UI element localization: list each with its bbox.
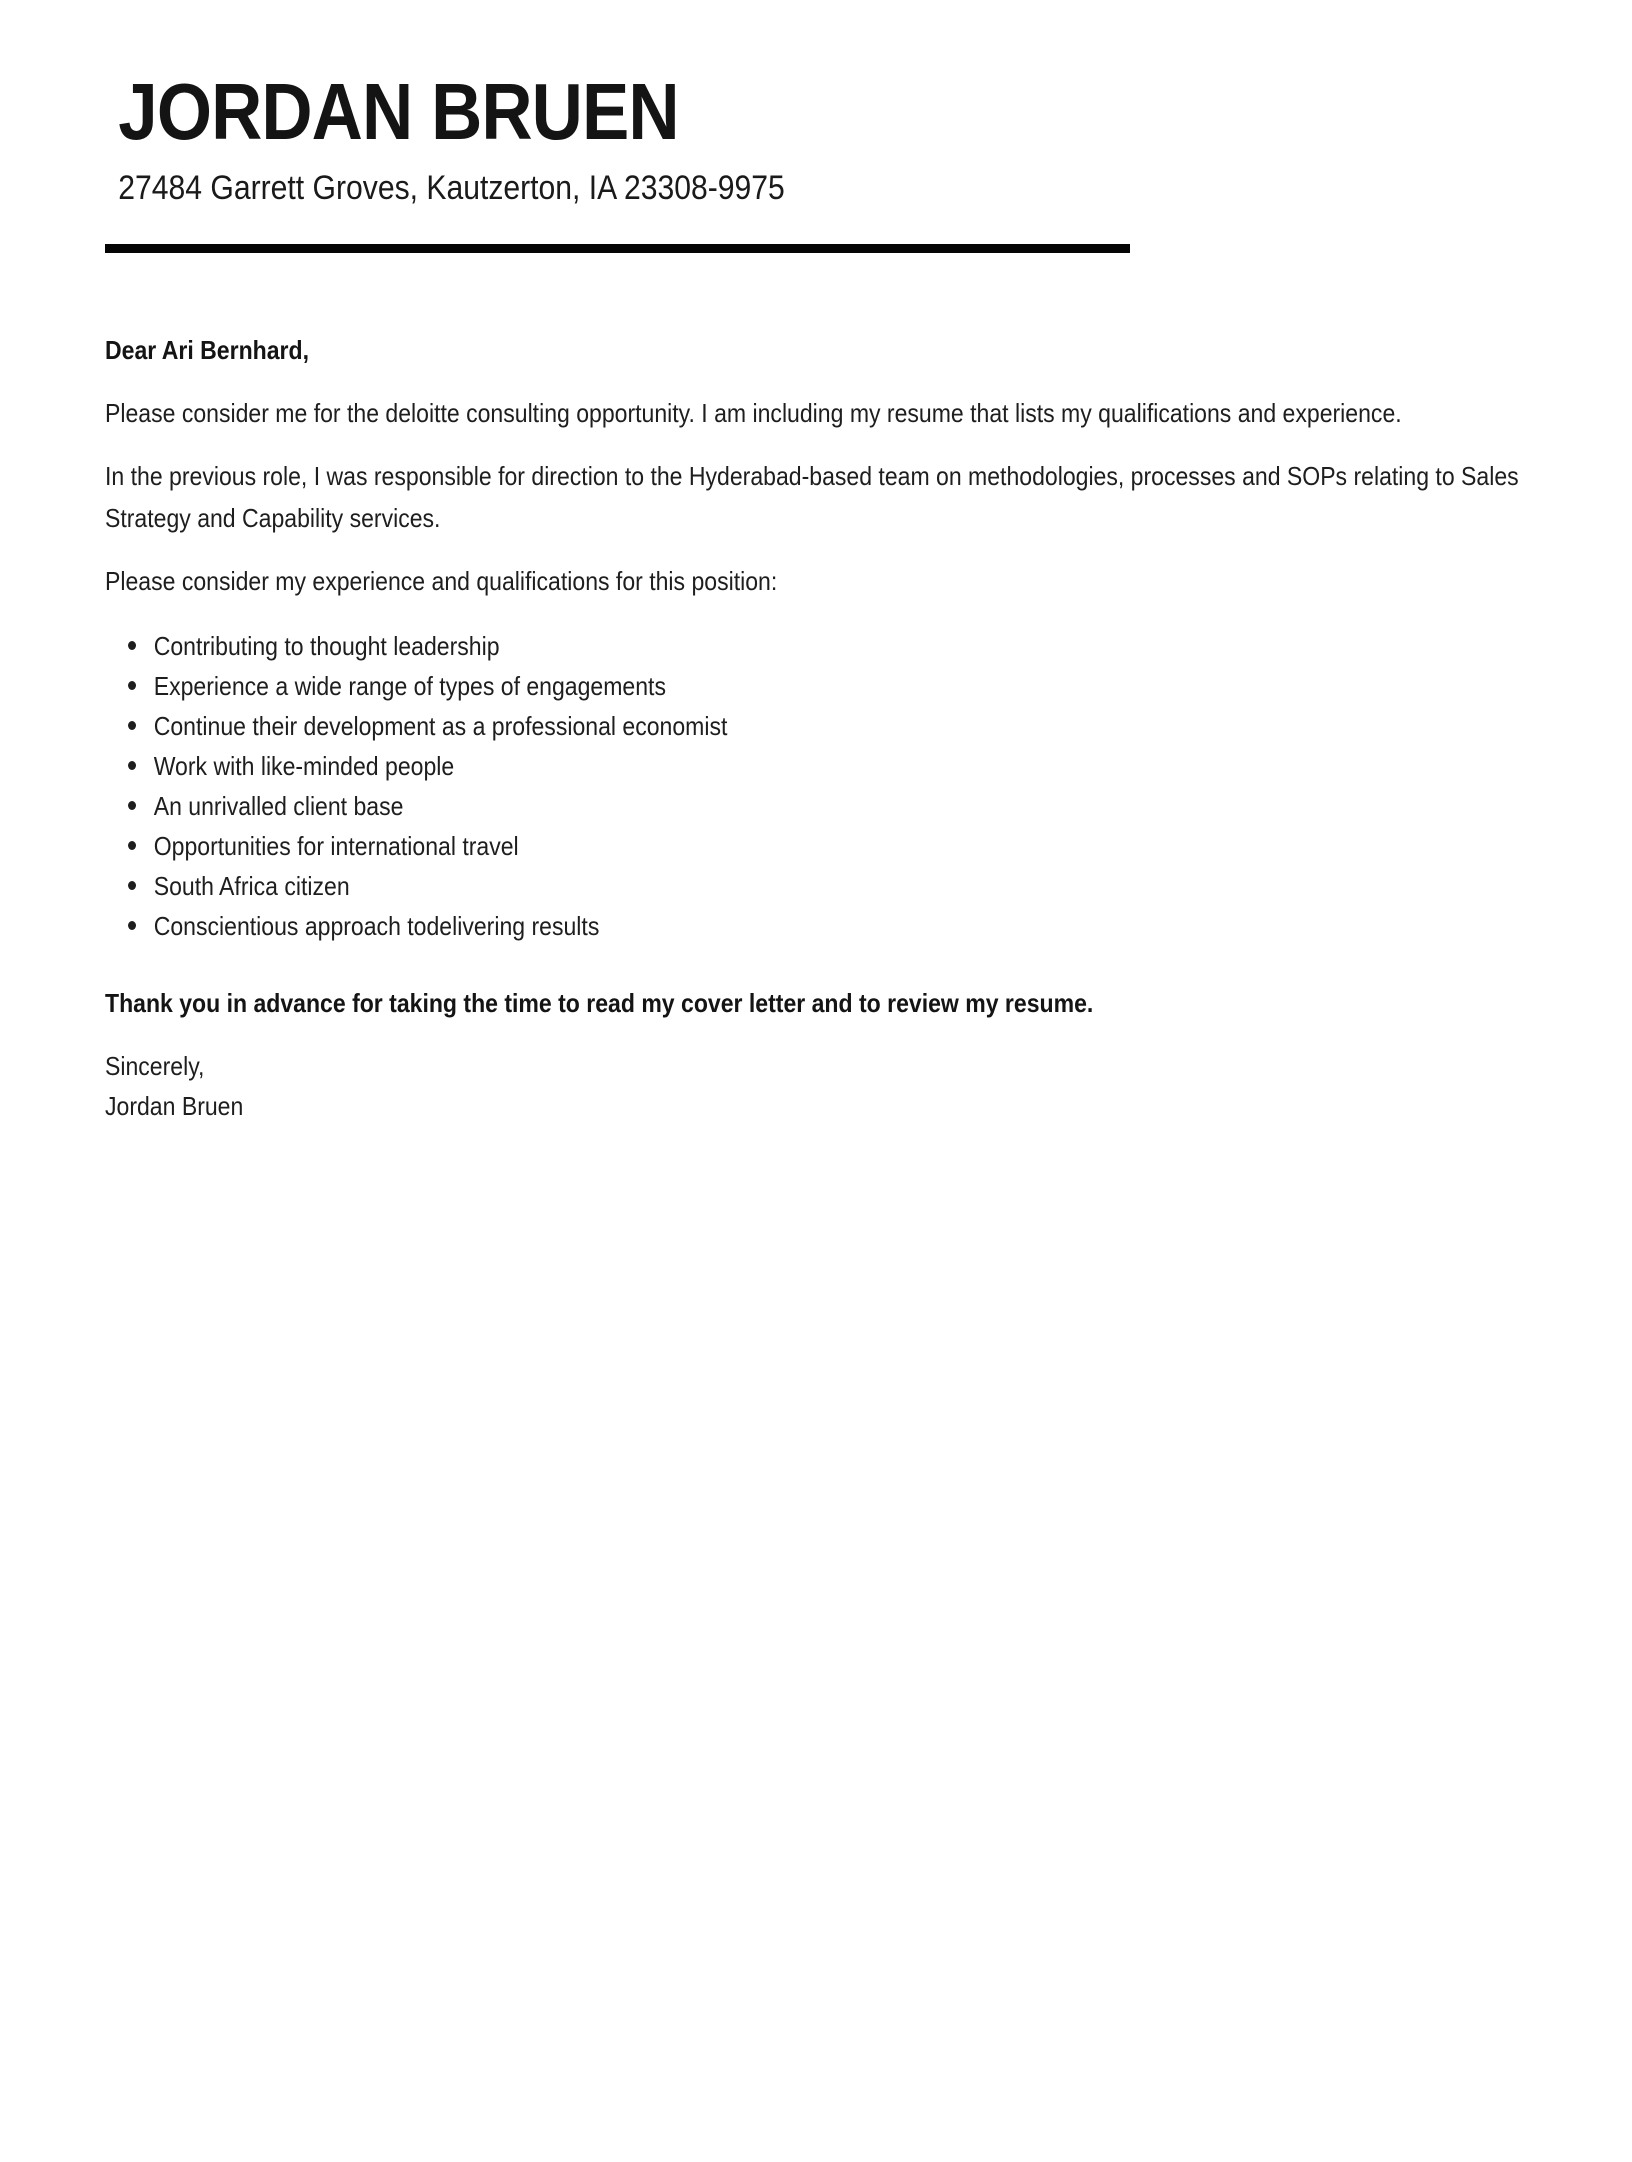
- qualification-item: Conscientious approach todelivering results: [154, 906, 1532, 946]
- qualification-item: South Africa citizen: [154, 866, 1532, 906]
- signoff: Sincerely,: [105, 1051, 205, 1081]
- qualification-item: Continue their development as a professional economist: [154, 706, 1532, 746]
- sender-name: JORDAN BRUEN: [118, 67, 679, 156]
- sender-address: 27484 Garrett Groves, Kautzerton, IA 23308-9975: [118, 169, 785, 207]
- qualifications-list: [105, 626, 1531, 946]
- signature-name: Jordan Bruen: [105, 1091, 244, 1121]
- letterhead: [105, 64, 1531, 210]
- qualification-item: Work with like-minded people: [154, 746, 1532, 786]
- qualification-item: Contributing to thought leadership: [154, 626, 1532, 666]
- recipient-greeting: Dear Ari Bernhard,: [105, 335, 309, 365]
- previous-role-paragraph: In the previous role, I was responsible for direction to the Hyderabad-based team on methodologies, processes and SOPs relating to Sales Strategy and Capability services.: [105, 461, 1519, 533]
- qualification-item: Experience a wide range of types of engagements: [154, 666, 1532, 706]
- closing-note: Thank you in advance for taking the time to read my cover letter and to review my resume.: [105, 988, 1094, 1018]
- header-divider-rule: [105, 244, 1130, 253]
- qualifications-lead-in: Please consider my experience and qualifications for this position:: [105, 566, 778, 596]
- intro-paragraph: Please consider me for the deloitte consulting opportunity. I am including my resume that lists my qualifications and experience.: [105, 398, 1402, 428]
- qualification-item: Opportunities for international travel: [154, 826, 1532, 866]
- cover-letter-page: [0, 64, 1632, 2162]
- qualification-item: An unrivalled client base: [154, 786, 1532, 826]
- signature-block: [105, 1046, 1531, 1126]
- letter-body: [105, 329, 1531, 1126]
